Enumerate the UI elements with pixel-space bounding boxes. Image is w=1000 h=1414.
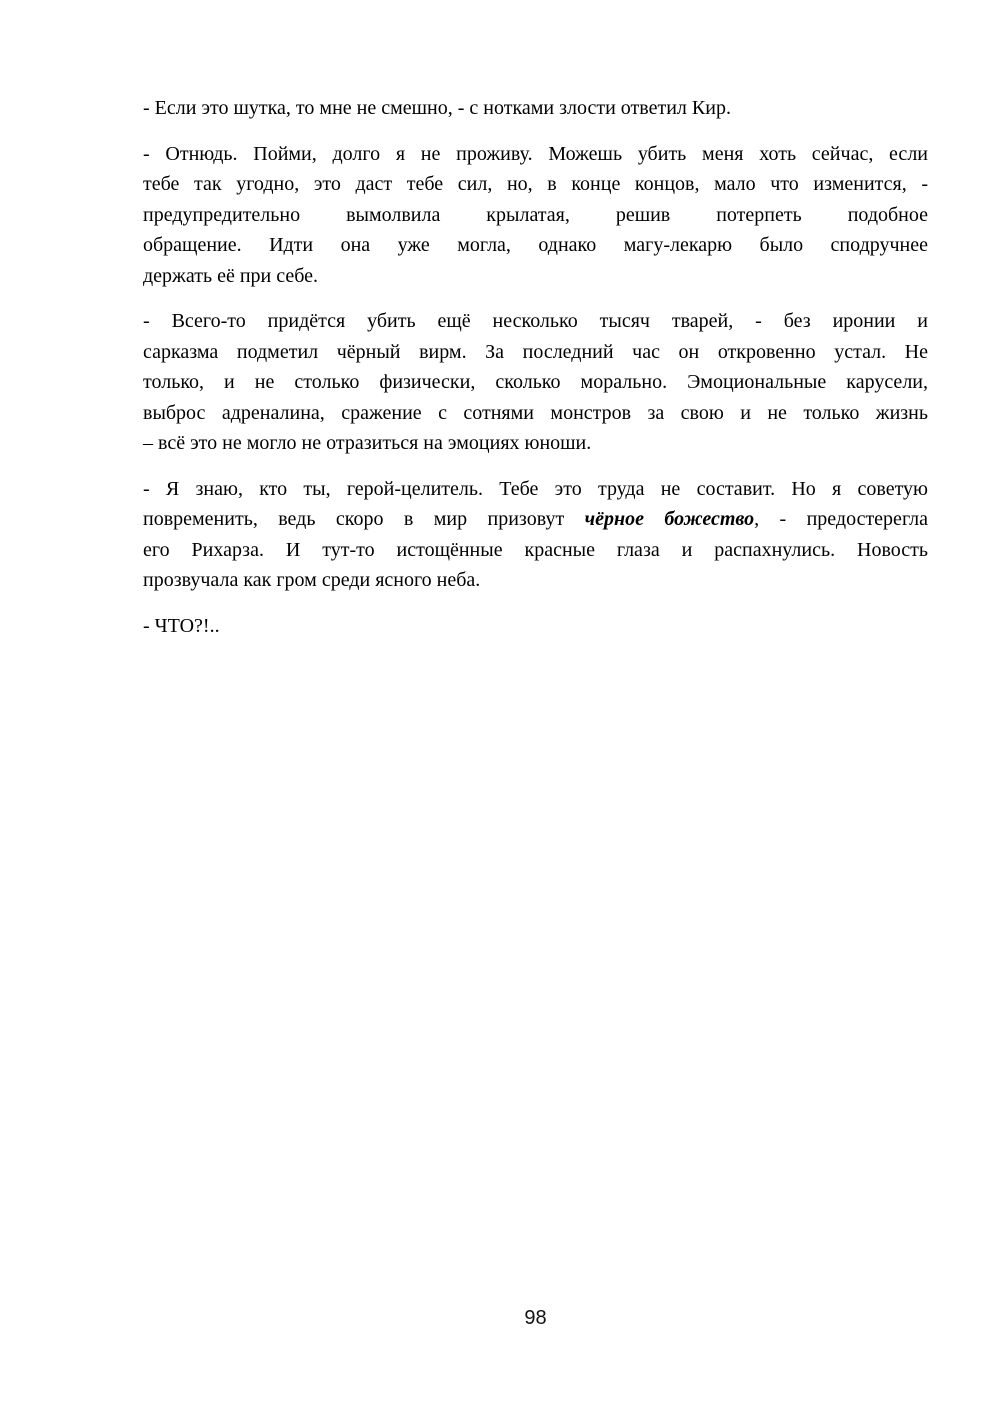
- text-line: [143, 428, 928, 459]
- text-line: [143, 230, 928, 261]
- text-line: [143, 474, 928, 505]
- text-segment: - Отнюдь. Пойми, долго я не проживу. Можешь убить меня хоть сейчас, если: [143, 142, 928, 165]
- text-segment: - ЧТО?!..: [143, 614, 220, 637]
- text-line: [143, 535, 928, 566]
- text-segment: выброс адреналина, сражение с сотнями монстров за свою и не только жизнь: [143, 401, 928, 424]
- page-number: 98: [524, 1307, 547, 1329]
- text-line: [143, 93, 928, 124]
- text-segment: прозвучала как гром среди ясного неба.: [143, 569, 481, 591]
- text-line: [143, 367, 928, 398]
- emphasized-text: чёрное божество: [584, 508, 755, 530]
- text-segment: держать её при себе.: [143, 264, 319, 287]
- text-line: [143, 139, 928, 170]
- paragraph: [143, 306, 928, 459]
- text-line: [143, 261, 928, 292]
- text-segment: , - предостерегла: [754, 508, 928, 530]
- text-segment: - Всего-то придётся убить ещё несколько тысяч тварей, - без иронии и: [143, 310, 928, 332]
- text-line: [143, 169, 928, 200]
- text-segment: его Рихарза. И тут-то истощённые красные глаза и распахнулись. Новость: [143, 538, 928, 561]
- text-segment: тебе так угодно, это даст тебе сил, но, в конце концов, мало что изменится, -: [143, 173, 928, 195]
- text-line: [143, 565, 928, 596]
- paragraph: [143, 611, 928, 642]
- text-segment: только, и не столько физически, сколько морально. Эмоциональные карусели,: [143, 371, 928, 393]
- text-segment: сарказма подметил чёрный вирм. За последний час он откровенно устал. Не: [143, 340, 928, 363]
- text-line: [143, 398, 928, 429]
- text-line: [143, 337, 928, 368]
- text-segment: обращение. Идти она уже могла, однако магу-лекарю было сподручнее: [143, 234, 928, 256]
- text-segment: повременить, ведь скоро в мир призовут: [143, 508, 585, 530]
- text-segment: – всё это не могло не отразиться на эмоциях юноши.: [143, 432, 592, 454]
- paragraph: [143, 474, 928, 596]
- text-line: [143, 611, 928, 642]
- paragraph: [143, 93, 928, 124]
- text-line: [143, 200, 928, 231]
- text-segment: предупредительно вымолвила крылатая, решив потерпеть подобное: [143, 203, 928, 226]
- text-segment: - Если это шутка, то мне не смешно, - с нотками злости ответил Кир.: [143, 97, 731, 119]
- text-line: [143, 504, 928, 535]
- paragraph: [143, 139, 928, 292]
- text-block: [143, 93, 928, 656]
- text-segment: - Я знаю, кто ты, герой-целитель. Тебе это труда не составит. Но я советую: [143, 477, 928, 500]
- text-line: [143, 306, 928, 337]
